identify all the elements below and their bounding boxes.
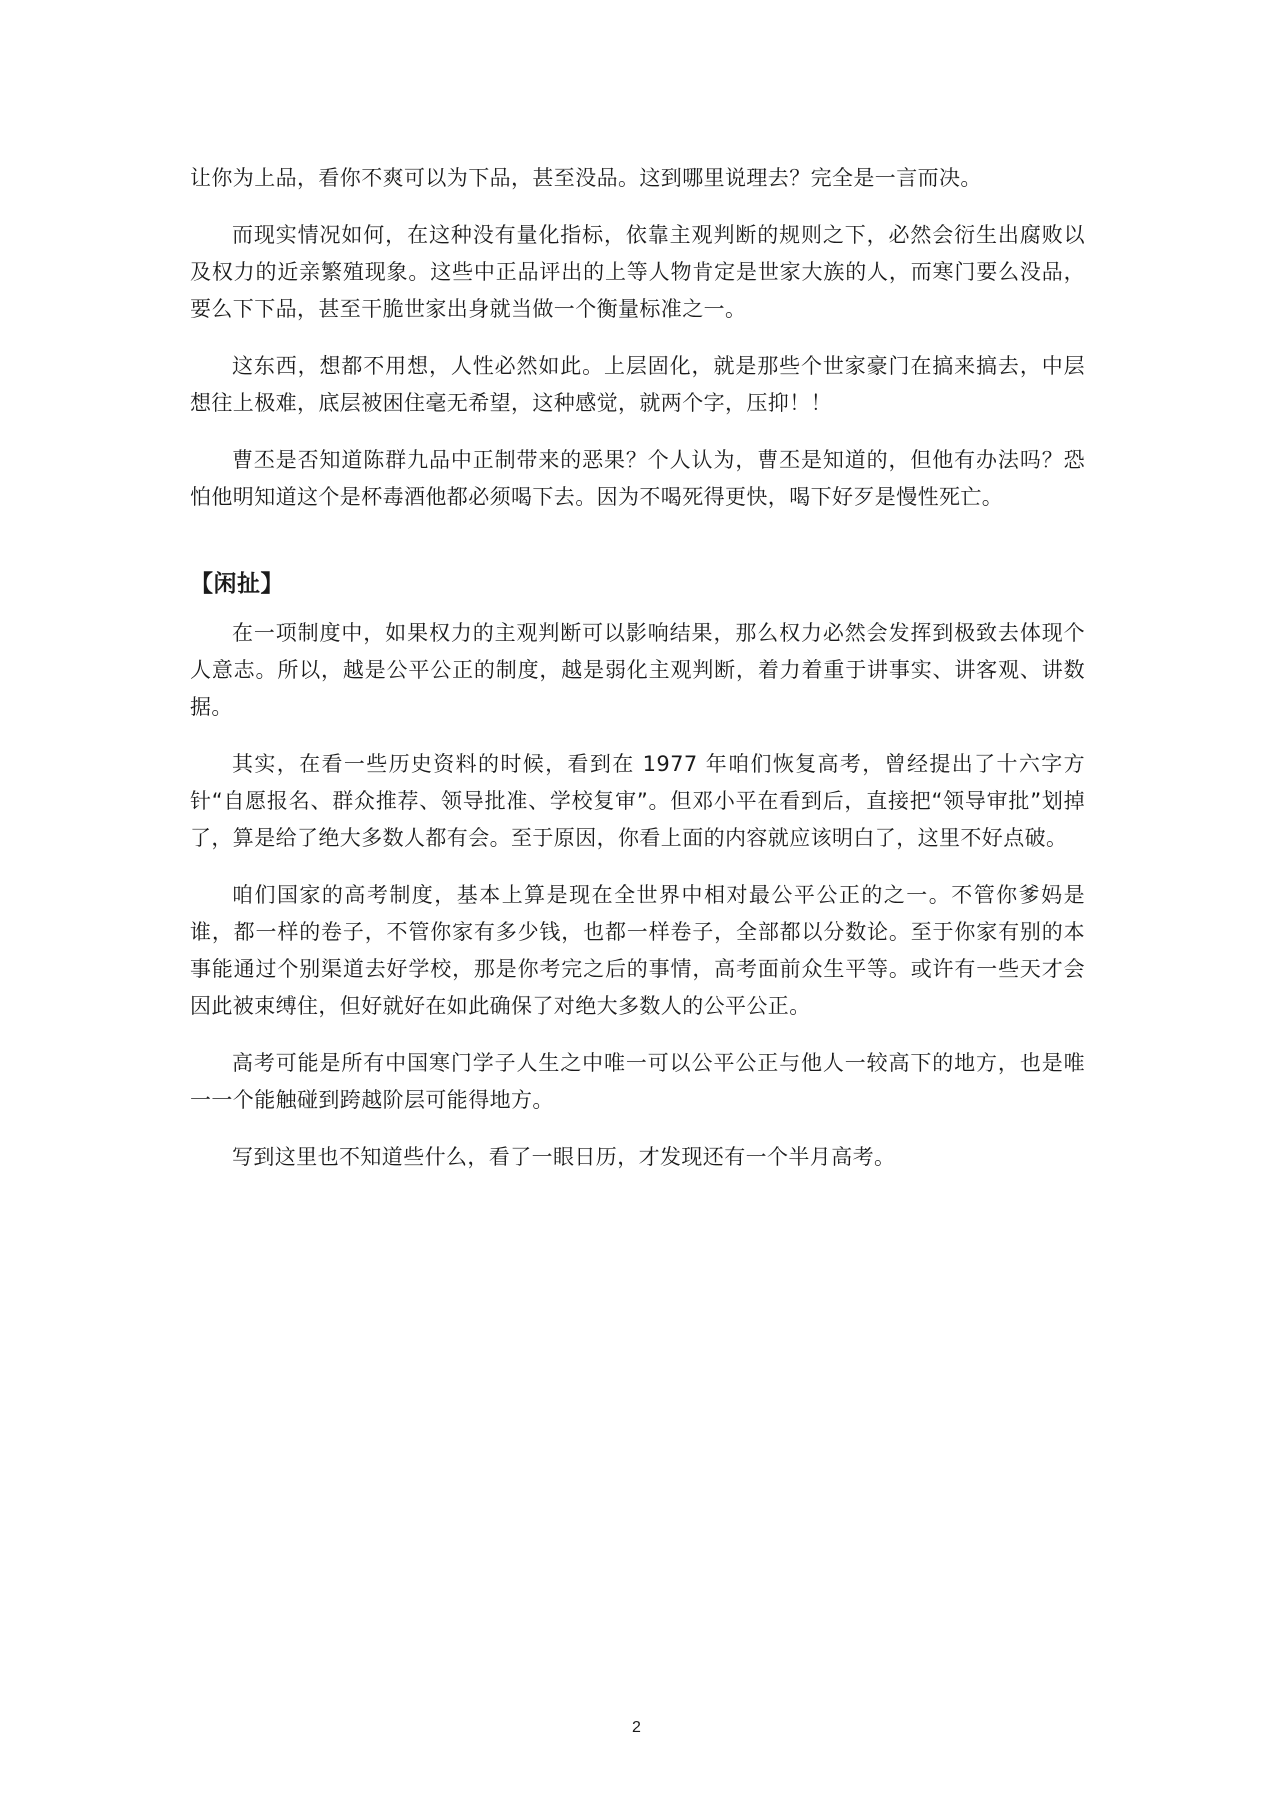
- paragraph-human-nature: 这东西，想都不用想，人性必然如此。上层固化，就是那些个世家豪门在搞来搞去，中层想往上极难，底层被困住毫无希望，这种感觉，就两个字，压抑！！: [190, 354, 1085, 415]
- paragraph-cao-pi: 曹丕是否知道陈群九品中正制带来的恶果？个人认为，曹丕是知道的，但他有办法吗？恐怕他明知道这个是杯毒酒他都必须喝下去。因为不喝死得更快，喝下好歹是慢性死亡。: [190, 448, 1085, 509]
- paragraph-gaokao-opportunity: 高考可能是所有中国寒门学子人生之中唯一可以公平公正与他人一较高下的地方，也是唯一一个能触碰到跨越阶层可能得地方。: [190, 1051, 1085, 1112]
- paragraph-corruption: 而现实情况如何，在这种没有量化指标，依靠主观判断的规则之下，必然会衍生出腐败以及权力的近亲繁殖现象。这些中正品评出的上等人物肯定是世家大族的人，而寒门要么没品，要么下下品，甚至干脆世家出身就当做一个衡量标准之一。: [190, 223, 1085, 321]
- page-content: [190, 160, 1085, 1196]
- paragraph-continued: 让你为上品，看你不爽可以为下品，甚至没品。这到哪里说理去？完全是一言而决。: [190, 166, 982, 190]
- paragraph-closing: 写到这里也不知道些什么，看了一眼日历，才发现还有一个半月高考。: [232, 1145, 896, 1169]
- paragraph-1977-exam: 其实，在看一些历史资料的时候，看到在 1977 年咱们恢复高考，曾经提出了十六字方针“自愿报名、群众推荐、领导批准、学校复审”。但邓小平在看到后，直接把“领导审批”划掉了，算是给了绝大多数人都有会。至于原因，你看上面的内容就应该明白了，这里不好点破。: [190, 752, 1085, 850]
- paragraph-gaokao-fairness: 咱们国家的高考制度，基本上算是现在全世界中相对最公平公正的之一。不管你爹妈是谁，都一样的卷子，不管你家有多少钱，也都一样卷子，全部都以分数论。至于你家有别的本事能通过个别渠道去好学校，那是你考完之后的事情，高考面前众生平等。或许有一些天才会因此被束缚住，但好就好在如此确保了对绝大多数人的公平公正。: [190, 883, 1085, 1018]
- paragraph-system-power: 在一项制度中，如果权力的主观判断可以影响结果，那么权力必然会发挥到极致去体现个人意志。所以，越是公平公正的制度，越是弱化主观判断，着力着重于讲事实、讲客观、讲数据。: [190, 621, 1085, 719]
- section-heading: 【闲扯】: [190, 571, 284, 597]
- page-number: 2: [632, 1719, 641, 1736]
